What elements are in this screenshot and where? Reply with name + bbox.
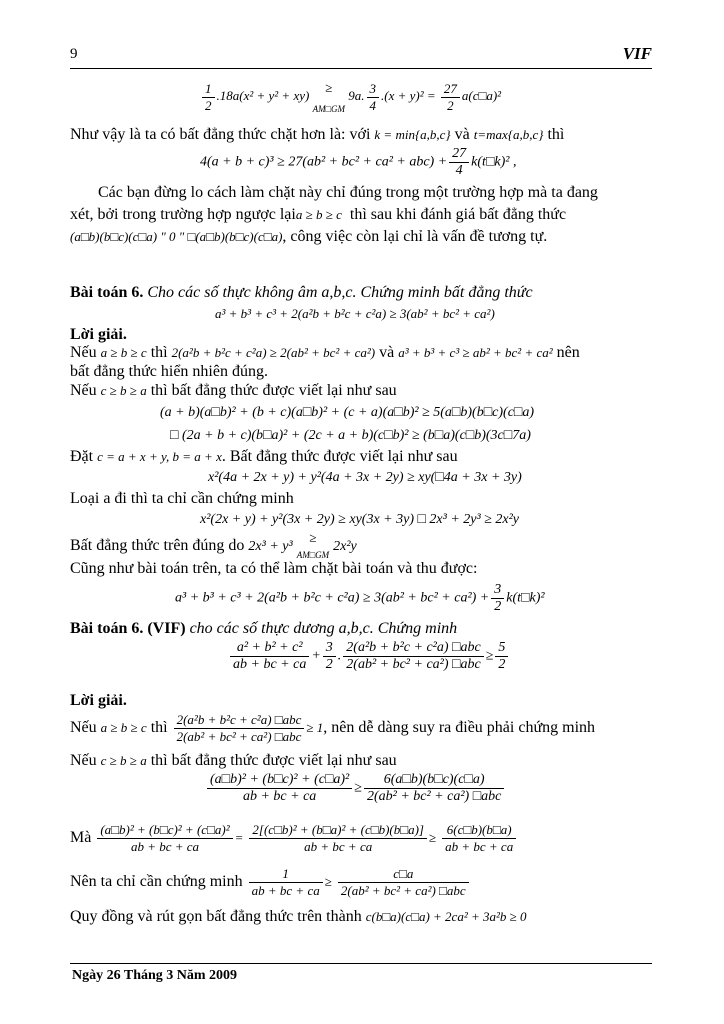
formula-4: □ (2a + b + c)(b□a)² + (2c + a + b)(c□b)² ≥ (b□a)(c□b)(3c□7a) [170,428,531,443]
formula-1: $\frac{1}{2}$ .18a(x² + y² + xy) ≥ $_{AM□GM}$ 9a. $\frac{3}{4}$ .(x + y)² = $\frac{27}{2}$ a(c□a)² [200,80,501,114]
footer-rule [70,963,652,964]
problem-vif-heading: Bài toán 6. (VIF) cho các số thực dương a,b,c. Chứng minh [70,620,458,637]
page-number: 9 [70,46,78,62]
solution-heading-1: Lời giải. [70,326,127,343]
formula-9: $\frac{\text{(a□b)² + (b□c)² + (c□a)²}}{ab + bc + ca}$ ≥ $\frac{6(a□b)(b□c)(c□a)}{\text{2(ab² + bc² + ca²) □abc}}$ [205,772,506,805]
footer-date: Ngày 26 Tháng 3 Năm 2009 [72,968,238,983]
reduce-line-2: Nên ta chỉ cần chứng minh $\frac{1}{ab + bc + ca}$ ≥ $\frac{c□a}{\text{2(ab² + bc² + ca²) □abc}}$ [70,866,471,899]
paragraph-line-3: (a□b)(b□c)(c□a) " 0 " □(a□b)(b□c)(c□a), công việc còn lại chỉ là vấn đề tương tự. [70,228,548,245]
case-1-line: Nếu a ≥ b ≥ c thì 2(a²b + b²c + c²a) ≥ 2(ab² + bc² + ca²) và a³ + b³ + c³ ≥ ab² + bc² + ca² nên [70,344,580,361]
amgm-line: Bất đẳng thức trên đúng do 2x³ + y³ ≥ $_{AM□GM}$ 2x²y [70,530,357,560]
ma-line: Mà $\frac{\text{(a□b)² + (b□c)² + (c□a)²}}{ab + bc + ca}$ = $\frac{\text{2[(c□b)² + (b□a)² + (c□b)(b□a)]}}{ab + bc + ca}$ ≥ $\frac{6(c□b)(b□a)}{ab + bc + ca}$ [70,822,518,855]
formula-3: (a + b)(a□b)² + (b + c)(a□b)² + (c + a)(a□b)² ≥ 5(a□b)(b□c)(c□a) [160,405,535,420]
final-line: Quy đồng và rút gọn bất đẳng thức trên thành c(b□a)(c□a) + 2ca² + 3a²b ≥ 0 [70,908,527,925]
formula-5: x²(4a + 2x + y) + y²(4a + 3x + 2y) ≥ xy(□4a + 3x + 3y) [208,470,522,485]
problem-6-formula: a³ + b³ + c³ + 2(a²b + b²c + c²a) ≥ 3(ab² + bc² + ca²) [215,306,495,321]
reduce-line: Loại a đi thì ta chỉ cần chứng minh [70,490,294,507]
formula-2: 4(a + b + c)³ ≥ 27(ab² + bc² + ca² + abc) + $\frac{27}{4}$ k(t□k)² , [200,146,517,178]
case-2-line: Nếu c ≥ b ≥ a thì bất đẳng thức được viết lại như sau [70,382,397,399]
paragraph-line-2: xét, bởi trong trường hợp ngược lạia ≥ b ≥ c thì sau khi đánh giá bất đẳng thức [70,206,567,223]
formula-6: x²(2x + y) + y²(3x + 2y) ≥ xy(3x + 3y) □ 2x³ + 2y³ ≥ 2x²y [200,512,520,527]
substitution-line: Đặt c = a + x + y, b = a + x. Bất đẳng thức được viết lại như sau [70,448,458,465]
case-1-conclusion: bất đẳng thức hiển nhiên đúng. [70,363,268,380]
problem-6-heading: Bài toán 6. Cho các số thực không âm a,b,c. Chứng minh bất đẳng thức [70,284,533,301]
header-rule [70,68,652,69]
text-line-1: Như vậy là ta có bất đẳng thức chặt hơn là: với k = min{a,b,c} và t=max{a,b,c} thì [70,126,565,143]
tighten-line: Cũng như bài toán trên, ta có thể làm chặt bài toán và thu được: [70,560,478,577]
paragraph-line-1: Các bạn đừng lo cách làm chặt này chỉ đúng trong một trường hợp mà ta đang [98,184,598,201]
vif-case-2-line: Nếu c ≥ b ≥ a thì bất đẳng thức được viết lại như sau [70,752,397,769]
vif-case-1-line: Nếu a ≥ b ≥ c thì $\frac{\text{2(a²b + b²c + c²a) □abc}}{\text{2(ab² + bc² + ca²) □abc}}$ ≥ 1, nên dễ dàng suy ra điều phải chứng minh [70,712,596,744]
formula-7: a³ + b³ + c³ + 2(a²b + b²c + c²a) ≥ 3(ab² + bc² + ca²) + $\frac{3}{2}$ k(t□k)² [175,582,545,614]
formula-8: $\frac{\text{a² + b² + c²}}{ab + bc + ca}$ + $\frac{3}{2}$ . $\frac{\text{2(a²b + b²c + c²a) □abc}}{\text{2(ab² + bc² + ca²) □abc}}$ ≥ $\frac{5}{2}$ [228,640,510,673]
solution-heading-2: Lời giải. [70,692,127,709]
brand-logo: VIF [622,44,652,63]
